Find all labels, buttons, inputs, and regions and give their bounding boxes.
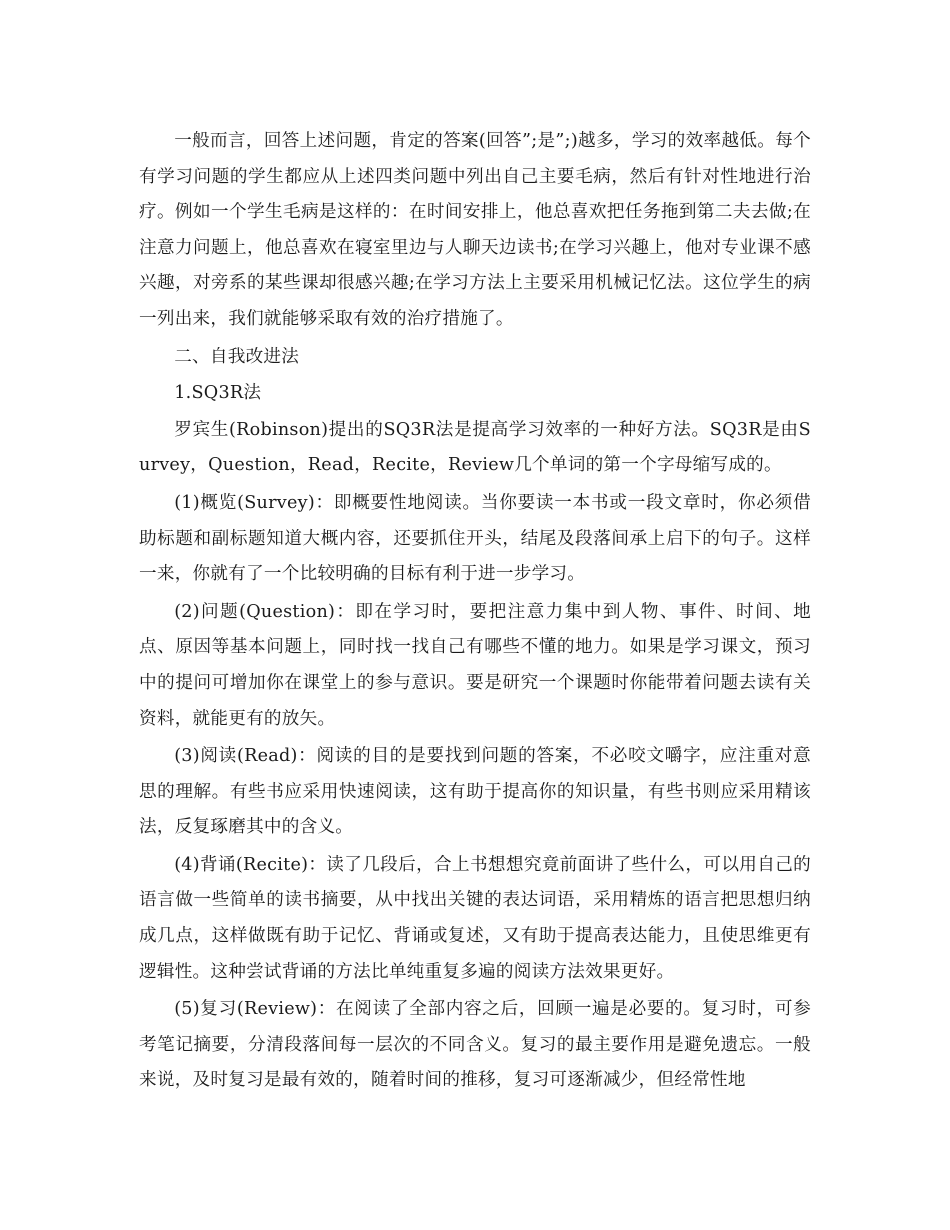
paragraph-review: (5)复习(Review)：在阅读了全部内容之后，回顾一遍是必要的。复习时，可参考笔记摘要，分清段落间每一层次的不同含义。复习的最主要作用是避免遗忘。一般来说，及时复习是最有效的，随着时间的推移，复习可逐渐减少，但经常性地 xyxy=(139,999,811,1091)
section-heading-self-improvement: 二、自我改进法 xyxy=(174,346,300,367)
subsection-heading-sq3r: 1.SQ3R法 xyxy=(174,383,262,404)
document-body xyxy=(139,124,811,1101)
paragraph-sq3r-definition: 罗宾生(Robinson)提出的SQ3R法是提高学习效率的一种好方法。SQ3R是由Survey，Question，Read，Recite，Review几个单词的第一个字母缩写成的。 xyxy=(139,419,811,476)
paragraph-recite: (4)背诵(Recite)：读了几段后，合上书想想究竟前面讲了些什么，可以用自己的语言做一些简单的读书摘要，从中找出关键的表达词语，采用精炼的语言把思想归纳成几点，这样做既有助于记忆、背诵或复述，又有助于提高表达能力，且使思维更有逻辑性。这种尝试背诵的方法比单纯重复多遍的阅读方法效果更好。 xyxy=(139,854,811,982)
paragraph-read: (3)阅读(Read)：阅读的目的是要找到问题的答案，不必咬文嚼字，应注重对意思的理解。有些书应采用快速阅读，这有助于提高你的知识量，有些书则应采用精该法，反复琢磨其中的含义。 xyxy=(139,746,811,838)
paragraph-intro: 一般而言，回答上述问题，肯定的答案(回答”;是”;)越多，学习的效率越低。每个有学习问题的学生都应从上述四类问题中列出自己主要毛病，然后有针对性地进行治疗。例如一个学生毛病是这样的：在时间安排上，他总喜欢把任务拖到第二夫去做;在注意力问题上，他总喜欢在寝室里边与人聊天边读书;在学习兴趣上，他对专业课不感兴趣，对旁系的某些课却很感兴趣;在学习方法上主要采用机械记忆法。这位学生的病一列出来，我们就能够采取有效的治疗措施了。 xyxy=(139,131,811,329)
paragraph-survey: (1)概览(Survey)：即概要性地阅读。当你要读一本书或一段文章时，你必须借助标题和副标题知道大概内容，还要抓住开头，结尾及段落间承上启下的句子。这样一来，你就有了一个比较明确的目标有利于进一步学习。 xyxy=(139,492,811,585)
paragraph-question: (2)问题(Question)：即在学习时，要把注意力集中到人物、事件、时间、地点、原因等基本问题上，同时找一找自己有哪些不懂的地力。如果是学习课文，预习中的提问可增加你在课堂上的参与意识。要是研究一个课题时你能带着问题去读有关资料，就能更有的放矢。 xyxy=(139,601,811,729)
